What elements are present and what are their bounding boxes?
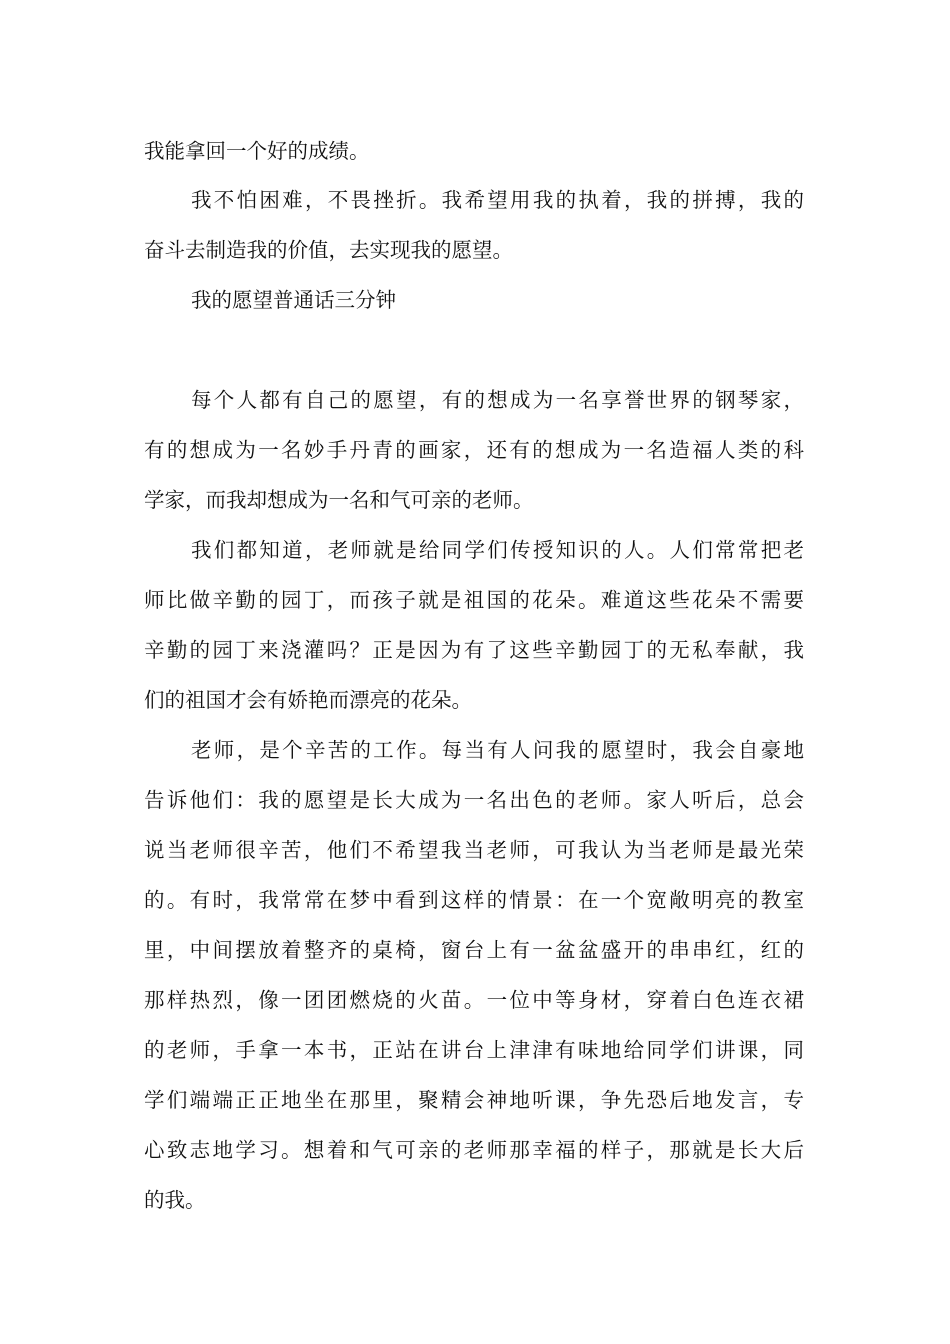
text-line: 里，中间摆放着整齐的桌椅，窗台上有一盆盆盛开的串串红，红的 [144, 938, 804, 962]
text-line: 那样热烈，像一团团燃烧的火苗。一位中等身材，穿着白色连衣裙 [144, 988, 804, 1012]
text-line: 有的想成为一名妙手丹青的画家，还有的想成为一名造福人类的科 [144, 438, 804, 462]
text-line: 老师，是个辛苦的工作。每当有人问我的愿望时，我会自豪地 [191, 738, 804, 762]
text-line: 的老师，手拿一本书，正站在讲台上津津有味地给同学们讲课，同 [144, 1038, 804, 1062]
text-line: 说当老师很辛苦，他们不希望我当老师，可我认为当老师是最光荣 [144, 838, 804, 862]
text-line: 我能拿回一个好的成绩。 [144, 139, 370, 163]
text-line: 我们都知道，老师就是给同学们传授知识的人。人们常常把老 [191, 538, 804, 562]
text-line: 心致志地学习。想着和气可亲的老师那幸福的样子，那就是长大后 [144, 1138, 804, 1162]
text-line: 学家，而我却想成为一名和气可亲的老师。 [144, 488, 534, 512]
text-line: 辛勤的园丁来浇灌吗？正是因为有了这些辛勤园丁的无私奉献，我 [144, 638, 804, 662]
text-line: 师比做辛勤的园丁，而孩子就是祖国的花朵。难道这些花朵不需要 [144, 588, 804, 612]
text-line: 的。有时，我常常在梦中看到这样的情景：在一个宽敞明亮的教室 [144, 888, 804, 912]
text-line: 学们端端正正地坐在那里，聚精会神地听课，争先恐后地发言，专 [144, 1088, 804, 1112]
text-line: 们的祖国才会有娇艳而漂亮的花朵。 [144, 688, 472, 712]
text-line: 每个人都有自己的愿望，有的想成为一名享誉世界的钢琴家， [191, 388, 804, 412]
text-line: 的我。 [144, 1188, 206, 1212]
text-line: 我不怕困难，不畏挫折。我希望用我的执着，我的拼搏，我的 [191, 188, 804, 212]
text-line: 奋斗去制造我的价值，去实现我的愿望。 [144, 238, 513, 262]
text-line: 告诉他们：我的愿望是长大成为一名出色的老师。家人听后，总会 [144, 788, 804, 812]
section-title: 我的愿望普通话三分钟 [191, 288, 396, 312]
